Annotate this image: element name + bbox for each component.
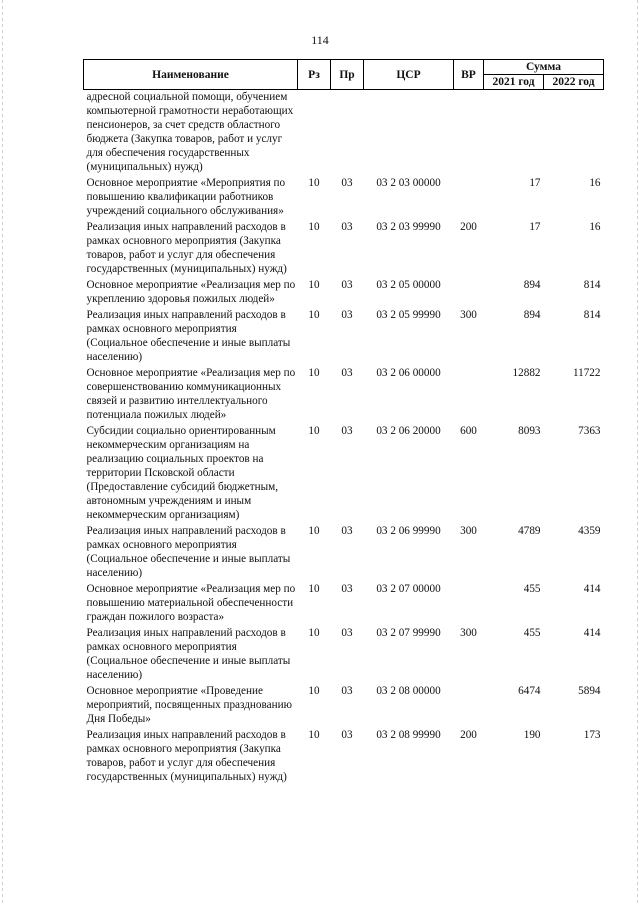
header-pr: Пр [331, 60, 364, 90]
row-vr: 600 [460, 425, 477, 437]
row-pr: 03 [341, 425, 353, 437]
row-sum-2021: 190 [523, 729, 541, 741]
row-pr: 03 [341, 685, 353, 697]
row-pr: 03 [341, 221, 353, 233]
row-sum-2021: 894 [523, 279, 541, 291]
row-sum-2021: 8093 [518, 425, 541, 437]
row-sum-2021: 894 [523, 309, 541, 321]
budget-table [83, 59, 604, 786]
row-csr: 03 2 08 99990 [376, 729, 441, 741]
table-row [84, 582, 604, 626]
table-row [84, 278, 604, 308]
row-sum-2022 [544, 90, 604, 177]
row-vr [454, 366, 484, 424]
row-rz [298, 90, 331, 177]
row-vr [454, 582, 484, 626]
table-header [84, 60, 604, 90]
row-sum-2021: 17 [529, 221, 541, 233]
table-row [84, 220, 604, 278]
row-sum-2022: 414 [583, 583, 601, 595]
row-sum-2021: 17 [529, 177, 541, 189]
row-rz: 10 [308, 309, 320, 321]
row-csr: 03 2 03 99990 [376, 221, 441, 233]
row-sum-2022: 16 [589, 221, 601, 233]
row-csr: 03 2 08 00000 [376, 685, 441, 697]
left-scan-edge [2, 0, 3, 905]
table-row [84, 424, 604, 524]
table-body [84, 90, 604, 787]
row-sum-2022: 814 [583, 279, 601, 291]
row-csr: 03 2 05 99990 [376, 309, 441, 321]
row-vr [454, 176, 484, 220]
row-sum-2022: 5894 [578, 685, 601, 697]
header-sum: Сумма [484, 60, 604, 75]
row-name: Основное мероприятие «Реализация мер по совершенствованию коммуникационных связей и развитию интеллектуального потенциала пожилых людей» [86, 367, 296, 421]
row-pr: 03 [341, 729, 353, 741]
row-sum-2022: 814 [583, 309, 601, 321]
right-scan-edge [637, 0, 638, 905]
row-vr [454, 278, 484, 308]
row-pr [331, 90, 364, 177]
row-sum-2021: 455 [523, 583, 541, 595]
row-rz: 10 [308, 583, 320, 595]
row-rz: 10 [308, 729, 320, 741]
row-name: Субсидии социально ориентированным некоммерческим организациям на реализацию социальных проектов на территории Псковской области (Предоставление субсидий бюджетным, автономным учреждениям и иным некоммерческим организациям) [86, 425, 279, 521]
row-rz: 10 [308, 221, 320, 233]
table-row [84, 684, 604, 728]
row-sum-2022: 414 [583, 627, 601, 639]
row-name: Основное мероприятие «Реализация мер по повышению материальной обеспеченности граждан пожилого возраста» [86, 583, 296, 623]
table-row [84, 308, 604, 366]
header-vr: ВР [454, 60, 484, 90]
row-pr: 03 [341, 279, 353, 291]
row-sum-2021: 6474 [518, 685, 541, 697]
row-vr [454, 684, 484, 728]
row-csr: 03 2 05 00000 [376, 279, 441, 291]
row-pr: 03 [341, 309, 353, 321]
row-pr: 03 [341, 525, 353, 537]
row-rz: 10 [308, 367, 320, 379]
row-sum-2022: 7363 [578, 425, 601, 437]
row-csr: 03 2 06 00000 [376, 367, 441, 379]
row-csr: 03 2 03 00000 [376, 177, 441, 189]
row-csr: 03 2 07 99990 [376, 627, 441, 639]
table-row [84, 176, 604, 220]
row-name: Реализация иных направлений расходов в рамках основного мероприятия (Закупка товаров, работ и услуг для обеспечения государственных (муниципальных) нужд) [86, 221, 287, 275]
row-pr: 03 [341, 627, 353, 639]
row-rz: 10 [308, 279, 320, 291]
row-pr: 03 [341, 583, 353, 595]
row-pr: 03 [341, 177, 353, 189]
row-name: адресной социальной помощи, обучением компьютерной грамотности неработающих пенсионеров, за счет средств областного бюджета (Закупка товаров, работ и услуг для обеспечения государственных (муниципальных) нужд) [86, 91, 294, 173]
row-rz: 10 [308, 627, 320, 639]
row-vr: 300 [460, 525, 477, 537]
table-row [84, 626, 604, 684]
table-row [84, 366, 604, 424]
row-sum-2021: 12882 [512, 367, 541, 379]
row-name: Основное мероприятие «Реализация мер по укреплению здоровья пожилых людей» [86, 279, 296, 305]
row-rz: 10 [308, 525, 320, 537]
row-rz: 10 [308, 425, 320, 437]
row-csr [364, 90, 454, 177]
row-vr: 300 [460, 627, 477, 639]
header-year-2021: 2021 год [484, 75, 544, 90]
row-rz: 10 [308, 685, 320, 697]
row-sum-2021: 455 [523, 627, 541, 639]
row-name: Реализация иных направлений расходов в рамках основного мероприятия (Социальное обеспечение и иные выплаты населению) [86, 525, 291, 579]
row-sum-2021: 4789 [518, 525, 541, 537]
row-vr: 200 [460, 729, 477, 741]
header-year-2022: 2022 год [544, 75, 604, 90]
row-csr: 03 2 06 99990 [376, 525, 441, 537]
header-name: Наименование [84, 60, 298, 90]
row-vr: 200 [460, 221, 477, 233]
header-rz: Рз [298, 60, 331, 90]
row-name: Реализация иных направлений расходов в рамках основного мероприятия (Закупка товаров, работ и услуг для обеспечения государственных (муниципальных) нужд) [86, 729, 287, 783]
row-vr [454, 90, 484, 177]
row-sum-2022: 4359 [578, 525, 601, 537]
row-sum-2022: 11722 [572, 367, 601, 379]
row-name: Реализация иных направлений расходов в рамках основного мероприятия (Социальное обеспечение и иные выплаты населению) [86, 627, 291, 681]
table-row [84, 524, 604, 582]
row-sum-2022: 16 [589, 177, 601, 189]
page-number: 114 [311, 33, 329, 47]
row-pr: 03 [341, 367, 353, 379]
row-sum-2021 [484, 90, 544, 177]
row-rz: 10 [308, 177, 320, 189]
row-name: Реализация иных направлений расходов в рамках основного мероприятия (Социальное обеспечение и иные выплаты населению) [86, 309, 291, 363]
row-name: Основное мероприятие «Проведение мероприятий, посвященных празднованию Дня Победы» [86, 685, 292, 725]
row-name: Основное мероприятие «Мероприятия по повышению квалификации работников учреждений социального обслуживания» [86, 177, 286, 217]
table-row [84, 90, 604, 177]
header-csr: ЦСР [364, 60, 454, 90]
row-vr: 300 [460, 309, 477, 321]
table-row [84, 728, 604, 786]
row-sum-2022: 173 [583, 729, 601, 741]
row-csr: 03 2 06 20000 [376, 425, 441, 437]
row-csr: 03 2 07 00000 [376, 583, 441, 595]
